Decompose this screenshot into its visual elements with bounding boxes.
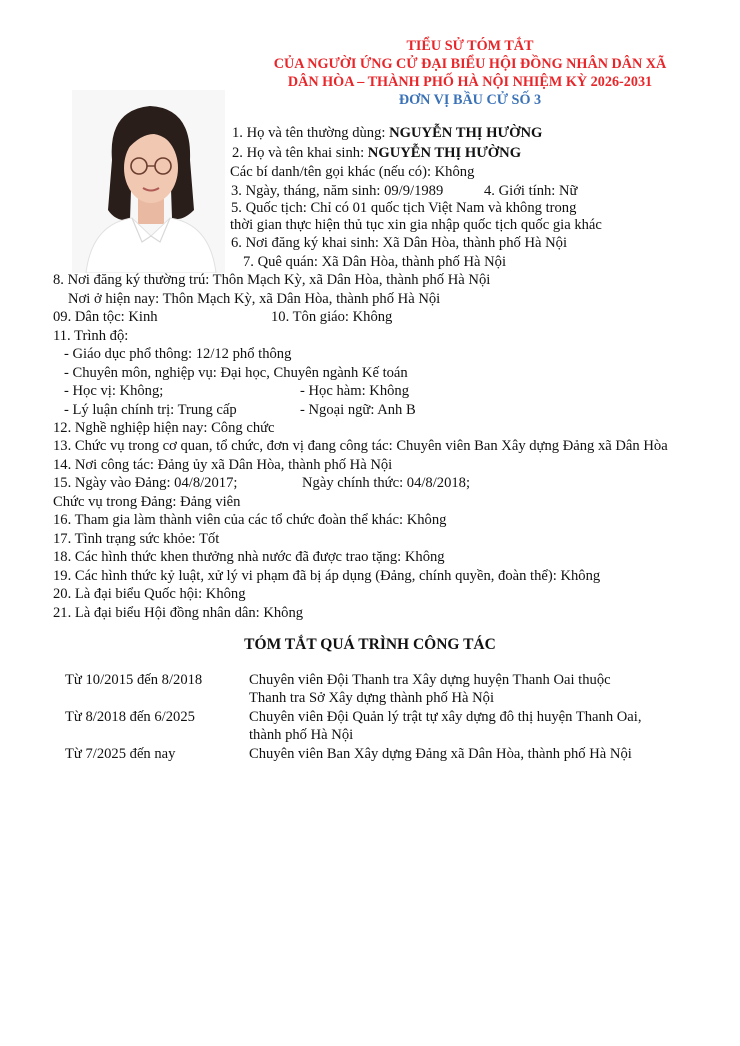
field-national-assembly: 20. Là đại biểu Quốc hội: Không [53, 586, 246, 602]
field-academic-title: - Học hàm: Không [300, 383, 410, 399]
doc-subtitle-2: DÂN HÒA – THÀNH PHỐ HÀ NỘI NHIỆM KỲ 2026-2031 [287, 74, 653, 90]
career-description-cont: thành phố Hà Nội [249, 727, 354, 743]
electoral-unit: ĐƠN VỊ BẦU CỬ SỐ 3 [398, 92, 542, 108]
field-birth-registration: 6. Nơi đăng ký khai sinh: Xã Dân Hòa, thành phố Hà Nội [231, 235, 568, 251]
field-nationality: 5. Quốc tịch: Chỉ có 01 quốc tịch Việt Nam và không trong [231, 200, 577, 216]
field-party-position: Chức vụ trong Đảng: Đảng viên [53, 494, 241, 510]
career-description: Chuyên viên Đội Thanh tra Xây dựng huyện Thanh Oai thuộc [249, 672, 611, 688]
field-birth-date: 3. Ngày, tháng, năm sinh: 09/9/1989 [231, 183, 444, 199]
field-position: 13. Chức vụ trong cơ quan, tổ chức, đơn vị đang công tác: Chuyên viên Ban Xây dựng Đảng xã Dân Hòa [53, 438, 668, 454]
field-political-theory: - Lý luận chính trị: Trung cấp [64, 402, 237, 418]
field-birth-name: 2. Họ và tên khai sinh: NGUYỄN THỊ HƯỜNG [232, 145, 522, 161]
field-permanent-residence: 8. Nơi đăng ký thường trú: Thôn Mạch Kỳ, xã Dân Hòa, thành phố Hà Nội [53, 272, 491, 288]
field-discipline: 19. Các hình thức kỷ luật, xử lý vi phạm đã bị áp dụng (Đảng, chính quyền, đoàn thể): Không [53, 568, 601, 584]
doc-title: TIỂU SỬ TÓM TẮT [406, 38, 534, 54]
field-ethnicity: 09. Dân tộc: Kinh [53, 309, 158, 325]
field-current-residence: Nơi ở hiện nay: Thôn Mạch Kỳ, xã Dân Hòa, thành phố Hà Nội [68, 291, 441, 307]
field-religion: 10. Tôn giáo: Không [271, 309, 393, 325]
field-party-official-date: Ngày chính thức: 04/8/2018; [302, 475, 471, 491]
field-party-join-date: 15. Ngày vào Đảng: 04/8/2017; [53, 475, 238, 491]
field-awards: 18. Các hình thức khen thưởng nhà nước đã được trao tặng: Không [53, 549, 445, 565]
field-foreign-language: - Ngoại ngữ: Anh B [300, 402, 416, 418]
field-gender: 4. Giới tính: Nữ [484, 183, 578, 199]
field-health: 17. Tình trạng sức khỏe: Tốt [53, 531, 220, 547]
field-professional: - Chuyên môn, nghiệp vụ: Đại học, Chuyên ngành Kế toán [64, 365, 408, 381]
doc-subtitle-1: CỦA NGƯỜI ỨNG CỬ ĐẠI BIỂU HỘI ĐỒNG NHÂN DÂN XÃ [273, 56, 667, 72]
career-period: Từ 8/2018 đến 6/2025 [65, 709, 195, 725]
field-degree: - Học vị: Không; [64, 383, 164, 399]
field-peoples-council: 21. Là đại biểu Hội đồng nhân dân: Không [53, 605, 304, 621]
field-alias: Các bí danh/tên gọi khác (nếu có): Không [230, 164, 475, 180]
field-education: 11. Trình độ: [53, 328, 129, 344]
career-description-cont: Thanh tra Sở Xây dựng thành phố Hà Nội [249, 690, 495, 706]
career-period: Từ 10/2015 đến 8/2018 [65, 672, 203, 688]
field-organizations: 16. Tham gia làm thành viên của các tổ chức đoàn thể khác: Không [53, 512, 447, 528]
career-description: Chuyên viên Đội Quản lý trật tự xây dựng đô thị huyện Thanh Oai, [249, 709, 642, 725]
field-occupation: 12. Nghề nghiệp hiện nay: Công chức [53, 420, 275, 436]
career-description: Chuyên viên Ban Xây dựng Đảng xã Dân Hòa, thành phố Hà Nội [249, 746, 632, 762]
career-period: Từ 7/2025 đến nay [65, 746, 176, 762]
field-nationality-cont: thời gian thực hiện thủ tục xin gia nhập quốc tịch quốc gia khác [230, 217, 602, 233]
field-general-education: - Giáo dục phổ thông: 12/12 phổ thông [64, 346, 292, 362]
field-common-name: 1. Họ và tên thường dùng: NGUYỄN THỊ HƯỜNG [232, 125, 543, 141]
field-hometown: 7. Quê quán: Xã Dân Hòa, thành phố Hà Nội [243, 254, 507, 270]
career-section-title: TÓM TẮT QUÁ TRÌNH CÔNG TÁC [244, 636, 496, 653]
portrait-photo [72, 90, 225, 273]
field-workplace: 14. Nơi công tác: Đảng ủy xã Dân Hòa, thành phố Hà Nội [53, 457, 393, 473]
